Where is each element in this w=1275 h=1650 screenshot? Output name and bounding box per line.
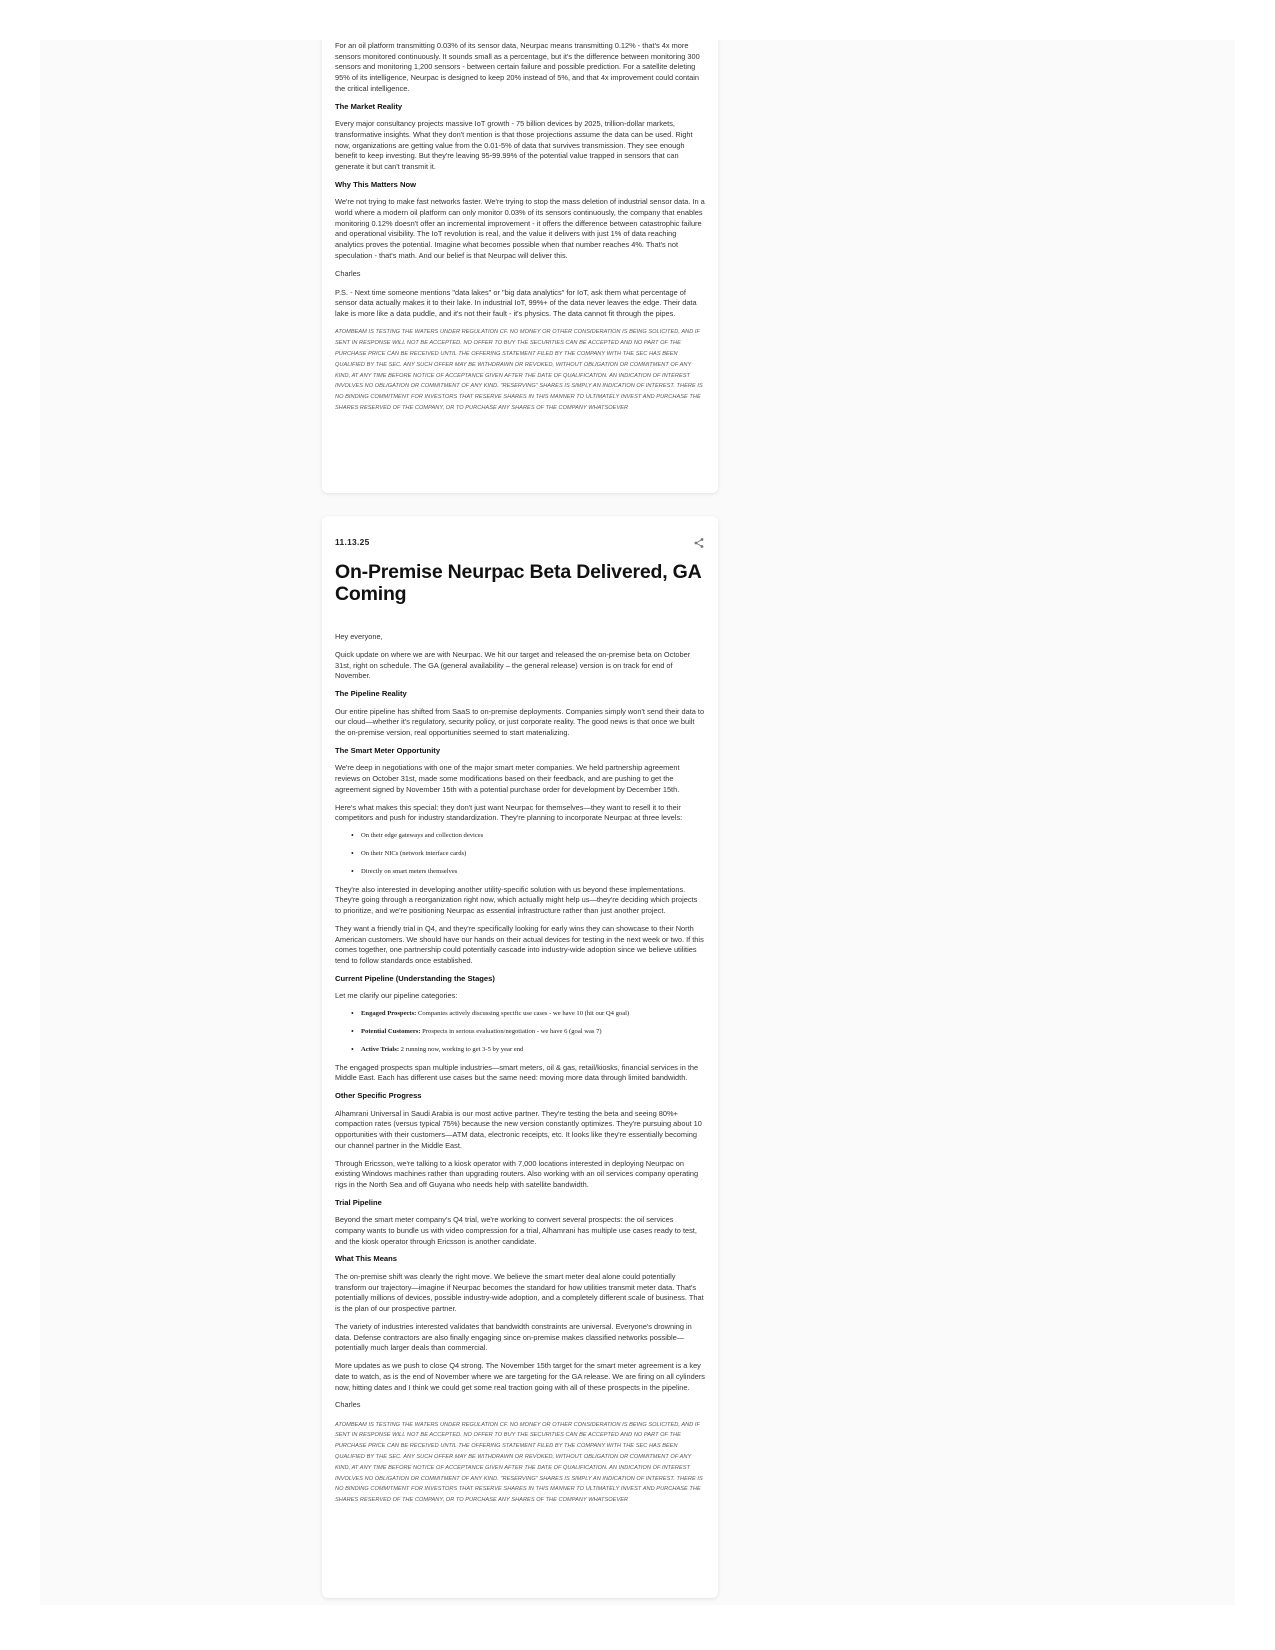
stage-text: 2 running now, working to get 3-5 by year end	[399, 1045, 524, 1053]
list-item	[351, 1027, 705, 1037]
post-card	[322, 516, 718, 1598]
stage-label: Potential Customers:	[361, 1027, 421, 1035]
post-paragraph: The engaged prospects span multiple industries—smart meters, oil & gas, retail/kiosks, financial services in the Middle East. Each has different use cases but the same need: moving more data through limited bandwidth.	[335, 1062, 699, 1083]
section-heading: What This Means	[335, 1254, 398, 1264]
post-paragraph: They want a friendly trial in Q4, and they're specifically looking for early wins they can showcase to their North American customers. We should have our hands on their actual devices for testing in the next week or two. If this comes together, one partnership could potentially cascade into industry-wide adoption since we believe utilities tend to follow standards once established.	[335, 923, 704, 965]
section-heading: Other Specific Progress	[335, 1091, 422, 1101]
share-icon[interactable]	[693, 536, 705, 548]
post-paragraph: They're also interested in developing another utility-specific solution with us beyond these implementations. They're going through a reorganization right now, which actually might help us—they're deciding which projects to prioritize, and we're positioning Neurpac as essential infrastructure rather than just another project.	[335, 884, 698, 915]
feed-canvas	[40, 40, 1235, 1605]
legal-disclaimer: ATOMBEAM IS TESTING THE WATERS UNDER REGULATION CF. NO MONEY OR OTHER CONSIDERATION IS BEING SOLICITED, AND IF SENT IN RESPONSE WILL NOT BE ACCEPTED. NO OFFER TO BUY THE SECURITIES CAN BE ACCEPTED AND NO PART OF THE PURCHASE PRICE CAN BE RECEIVED UNTIL THE OFFERING STATEMENT FILED BY THE COMPANY WITH THE SEC HAS BEEN QUALIFIED BY THE SEC. ANY SUCH OFFER MAY BE WITHDRAWN OR REVOKED, WITHOUT OBLIGATION OR COMMITMENT OF ANY KIND, AT ANY TIME BEFORE NOTICE OF ACCEPTANCE GIVEN AFTER THE DATE OF QUALIFICATION. AN INDICATION OF INTEREST INVOLVES NO OBLIGATION OR COMMITMENT OF ANY KIND. "RESERVING" SHARES IS SIMPLY AN INDICATION OF INTEREST. THERE IS NO BINDING COMMITMENT FOR INVESTORS THAT RESERVE SHARES IN THIS MANNER TO ULTIMATELY INVEST AND PURCHASE THE SHARES RESERVED OF THE COMPANY, OR TO PURCHASE ANY SHARES OF THE COMPANY WHATSOEVER	[335, 329, 703, 411]
post-meta	[335, 535, 705, 549]
list-item: • Directly on smart meters themselves	[351, 867, 705, 877]
post-paragraph: Every major consultancy projects massive IoT growth - 75 billion devices by 2025, trillion-dollar markets, transformative insights. What they don't mention is that those projections assume the data can be used. Right now, organizations are getting value from the 0.01-5% of data that survives transmission. They see enough benefit to keep investing. But they're leaving 95-99.99% of the potential value trapped in sensors that can generate it but can't transmit it.	[335, 119, 693, 171]
stage-label: Engaged Prospects:	[361, 1010, 417, 1018]
post-paragraph: We're not trying to make fast networks faster. We're trying to stop the mass deletion of industrial sensor data. In a world where a modern oil platform can only monitor 0.03% of its sensors continuously, the company that enables monitoring 0.12% doesn't offer an incremental improvement - it offers the difference between catastrophic failure and operational visibility. The IoT revolution is real, and the value it delivers with just 1% of data reaching analytics proves the potential. Imagine what becomes possible when that number reaches 4%. That's not speculation - that's math. And our belief is that Neurpac will deliver this.	[335, 197, 705, 260]
levels-list	[351, 831, 705, 877]
postscript: P.S. - Next time someone mentions "data lakes" or "big data analytics" for IoT, ask them what percentage of sensor data actually makes it to their lake. In industrial IoT, 99%+ of the data never leaves the edge. Their data lake is more like a data puddle, and it's not their fault - it's physics. The data cannot fit through the pipes.	[335, 287, 697, 319]
section-heading: The Pipeline Reality	[335, 689, 407, 699]
section-heading: The Market Reality	[335, 101, 403, 111]
greeting: Hey everyone,	[335, 632, 383, 641]
post-paragraph: Beyond the smart meter company's Q4 trial, we're working to convert several prospects: the oil services company wants to bundle us with video compression for a trial, Alhamrani has multiple use cases ready to test, and the kiosk operator through Ericsson is another candidate.	[335, 1215, 697, 1246]
section-heading: Trial Pipeline	[335, 1197, 382, 1207]
section-heading: Current Pipeline (Understanding the Stages)	[335, 973, 495, 983]
stage-label: Active Trials:	[361, 1045, 400, 1053]
post-paragraph: Let me clarify our pipeline categories:	[335, 991, 458, 1001]
list-item	[351, 1009, 705, 1019]
stages-list	[351, 1009, 705, 1055]
signature: Charles	[335, 1400, 361, 1410]
post-paragraph: We're deep in negotiations with one of the major smart meter companies. We held partnership agreement reviews on October 31st, made some modifications based on their feedback, and are pushing to get the agreement signed by November 15th with a potential purchase order for development by December 15th.	[335, 763, 680, 794]
post-paragraph: Here's what makes this special: they don't just want Neurpac for themselves—they want to resell it to their competitors and push for industry standardization. They're planning to incorporate Neurpac at three levels:	[335, 802, 683, 823]
post-paragraph: Alhamrani Universal in Saudi Arabia is our most active partner. They're testing the beta and seeing 80%+ compaction rates (versus typical 75%) because the new version constantly optimizes. They're pursuing about 10 opportunities with their customers—ATM data, electronic receipts, etc. It looks like they're essentially becoming our channel partner in the Middle East.	[335, 1108, 702, 1150]
signature: Charles	[335, 268, 361, 278]
post-paragraph: More updates as we push to close Q4 strong. The November 15th target for the smart meter agreement is a key date to watch, as is the end of November where we are targeting for the GA release. We are firing on all cylinders now, hitting dates and I think we could get some real traction going with all of these prospects in the pipeline.	[335, 1361, 705, 1392]
legal-disclaimer: ATOMBEAM IS TESTING THE WATERS UNDER REGULATION CF. NO MONEY OR OTHER CONSIDERATION IS BEING SOLICITED, AND IF SENT IN RESPONSE WILL NOT BE ACCEPTED. NO OFFER TO BUY THE SECURITIES CAN BE ACCEPTED AND NO PART OF THE PURCHASE PRICE CAN BE RECEIVED UNTIL THE OFFERING STATEMENT FILED BY THE COMPANY WITH THE SEC HAS BEEN QUALIFIED BY THE SEC. ANY SUCH OFFER MAY BE WITHDRAWN OR REVOKED, WITHOUT OBLIGATION OR COMMITMENT OF ANY KIND, AT ANY TIME BEFORE NOTICE OF ACCEPTANCE GIVEN AFTER THE DATE OF QUALIFICATION. AN INDICATION OF INTEREST INVOLVES NO OBLIGATION OR COMMITMENT OF ANY KIND. "RESERVING" SHARES IS SIMPLY AN INDICATION OF INTEREST. THERE IS NO BINDING COMMITMENT FOR INVESTORS THAT RESERVE SHARES IN THIS MANNER TO ULTIMATELY INVEST AND PURCHASE THE SHARES RESERVED OF THE COMPANY, OR TO PURCHASE ANY SHARES OF THE COMPANY WHATSOEVER	[335, 1421, 703, 1504]
post-paragraph: The on-premise shift was clearly the right move. We believe the smart meter deal alone could potentially transform our trajectory—imagine if Neurpac becomes the standard for how utilities transmit meter data. That's potentially millions of devices, possible industry-wide adoption, and a completely different scale of business. That is the plan of our prospective partner.	[335, 1271, 704, 1313]
post-date: 11.13.25	[335, 537, 370, 547]
post-title: On-Premise Neurpac Beta Delivered, GA Coming	[335, 561, 701, 605]
list-item	[351, 1045, 705, 1055]
post-paragraph: For an oil platform transmitting 0.03% of its sensor data, Neurpac means transmitting 0.12% - that's 4x more sensors monitored continuously. It sounds small as a percentage, but it's the difference between monitoring 300 sensors and monitoring 1,200 sensors - between certain failure and possible prediction. For a satellite deleting 95% of its intelligence, Neurpac is designed to keep 20% instead of 5%, and that 4x improvement could contain the critical intelligence.	[335, 41, 700, 93]
post-paragraph: Through Ericsson, we're talking to a kiosk operator with 7,000 locations interested in deploying Neurpac on existing Windows machines rather than upgrading routers. Also working with an oil services company operating rigs in the North Sea and off Guyana who needs help with satellite bandwidth.	[335, 1158, 699, 1189]
section-heading: The Smart Meter Opportunity	[335, 745, 441, 755]
stage-text: Prospects in serious evaluation/negotiation - we have 6 (goal was 7)	[420, 1027, 602, 1035]
list-item: • On their NICs (network interface cards)	[351, 849, 705, 859]
post-card-previous	[322, 40, 718, 493]
post-paragraph: The variety of industries interested validates that bandwidth constraints are universal. Everyone's drowning in data. Defense contractors are also finally engaging since on-premise makes classified networks possible—potentially much larger deals than commercial.	[335, 1321, 692, 1353]
section-heading: Why This Matters Now	[335, 179, 417, 189]
list-item: • On their edge gateways and collection devices	[351, 831, 705, 841]
stage-text: Companies actively discussing specific use cases - we have 10 (hit our Q4 goal)	[416, 1010, 630, 1018]
post-paragraph: Quick update on where we are with Neurpac. We hit our target and released the on-premise beta on October 31st, right on schedule. The GA (general availability – the general release) version is on track for end of November.	[335, 649, 691, 681]
post-paragraph: Our entire pipeline has shifted from SaaS to on-premise deployments. Companies simply won't send their data to our cloud—whether it's regulatory, security policy, or just corporate reality. The good news is that once we built the on-premise version, real opportunities seemed to start materializing.	[335, 706, 705, 737]
